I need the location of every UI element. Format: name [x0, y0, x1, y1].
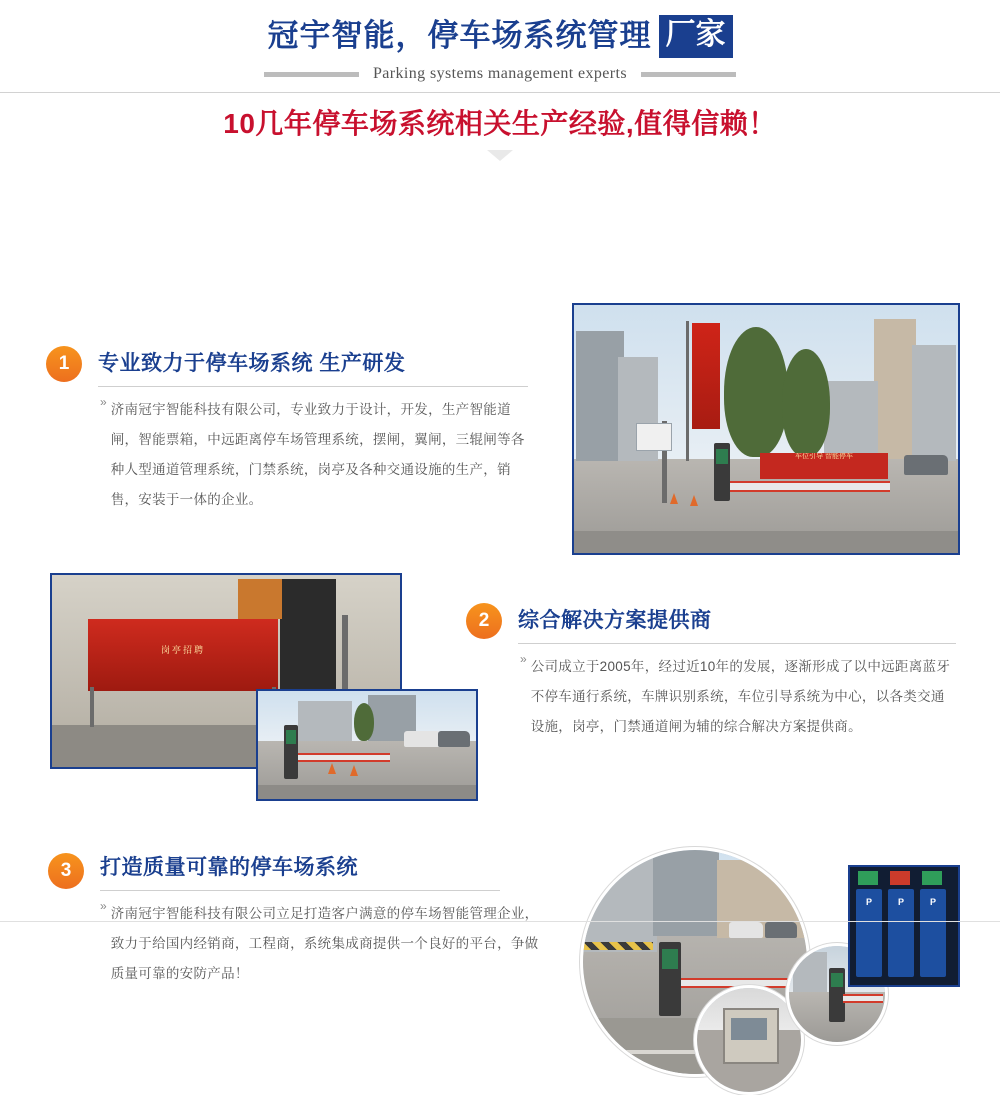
gate-kiosk-screen [286, 730, 297, 744]
parked-car-2 [438, 731, 470, 747]
bullet-icon-1: » [100, 395, 107, 409]
section-2-paragraph: 公司成立于2005年，经过近10年的发展，逐渐形成了以中远距离蓝牙不停车通行系统，车牌识别系统，车位引导系统为中心，以各类交通设施，岗亭，门禁通道闸为辅的综合解决方案提供商。 [530, 659, 951, 734]
turnstile-arm [843, 994, 883, 1003]
building-right-2 [912, 345, 956, 461]
section-3-paragraph-wrap [100, 899, 540, 989]
vertical-billboard [692, 323, 720, 429]
section-2-heading: 综合解决方案提供商 [518, 609, 712, 632]
section-3-number: 3 [48, 853, 84, 889]
section-1-paragraph-wrap [100, 395, 525, 515]
footer-divider [0, 921, 1000, 922]
subtitle-rule-right [641, 72, 736, 77]
turnstile-screen [831, 973, 843, 987]
guidance-green-indicator-2 [922, 871, 942, 885]
gate-kiosk [284, 725, 298, 779]
photo-guidance-display [848, 865, 960, 987]
bg-building-1 [298, 701, 352, 741]
wood-stack [238, 579, 282, 619]
banner-leg-left [90, 687, 94, 727]
header-divider [0, 92, 1000, 93]
section-1-paragraph: 济南冠宇智能科技有限公司，专业致力于设计，开发，生产智能道闸，智能票箱，中远距离停车场管理系统，摆闸，翼闸，三辊闸等各种人型通道管理系统，门禁系统，岗亭及各种交通设施的生产，销售，安装于一体的企业。 [110, 402, 525, 507]
building-left [576, 331, 624, 461]
page-title: 冠宇智能，停车场系统管理 [267, 18, 652, 53]
guidance-letter-2: P [897, 897, 904, 907]
car-right [904, 455, 948, 475]
lane-building-left [583, 856, 657, 952]
lane-building-mid [653, 850, 719, 936]
section-3-heading-rule [100, 890, 500, 891]
section-3-heading-wrap [100, 851, 500, 891]
photo-gate-install [256, 689, 478, 801]
info-sign [636, 423, 672, 451]
guidance-green-indicator [858, 871, 878, 885]
section-2-number: 2 [466, 603, 502, 639]
section-3-paragraph: 济南冠宇智能科技有限公司立足打造客户满意的停车场智能管理企业，致力于给国内经销商，工程商，系统集成商提供一个良好的平台，争做质量可靠的安防产品！ [110, 906, 539, 981]
lane-car-1 [729, 922, 763, 938]
subtitle-row [0, 65, 1000, 83]
bg-tree [354, 703, 374, 741]
section-2-heading-wrap [518, 604, 956, 644]
kiosk-screen [716, 449, 728, 464]
tree-center-2 [782, 349, 830, 457]
lane-car-2 [765, 922, 797, 938]
section-1-heading-wrap [98, 347, 528, 387]
parked-car-1 [404, 731, 442, 747]
traffic-cone-2 [690, 495, 698, 506]
road-strip [574, 531, 958, 553]
booth-window [731, 1018, 767, 1040]
barrier-arm [730, 481, 890, 492]
turnstile-bg-building [793, 952, 827, 992]
tree-center [724, 327, 788, 457]
cone-b [350, 765, 358, 776]
photo-guard-booth-content [697, 988, 801, 1092]
section-2-paragraph-wrap [520, 652, 955, 742]
red-banner: 车位引导 智能停车 [760, 453, 888, 479]
photo-parking-entrance [572, 303, 960, 555]
guidance-sign-3 [920, 889, 946, 977]
section-1-number: 1 [46, 346, 82, 382]
photo-gate-install-content [258, 691, 476, 799]
section-2-heading-rule [518, 643, 956, 644]
lane-kiosk [659, 942, 681, 1016]
title-row [0, 14, 1000, 58]
ticket-kiosk [714, 443, 730, 501]
bullet-icon-2: » [520, 652, 527, 666]
lane-kiosk-screen [662, 949, 679, 968]
bullet-icon-3: » [100, 899, 107, 913]
cone-a [328, 763, 336, 774]
curb-stripes-left [583, 942, 653, 950]
section-1-heading: 专业致力于停车场系统 生产研发 [98, 352, 406, 375]
building-right [874, 319, 916, 459]
section-1-heading-rule [98, 386, 528, 387]
workshop-red-banner: 岗亭招聘 [88, 619, 278, 691]
gate-barrier-arm [298, 753, 390, 762]
guidance-sign-1 [856, 889, 882, 977]
photo-parking-entrance-content [574, 305, 958, 553]
subtitle-rule-left [264, 72, 359, 77]
road-strip-2 [258, 785, 476, 799]
tagline: 10几年停车场系统相关生产经验,值得信赖！ [223, 108, 777, 139]
guidance-letter-3: P [929, 897, 936, 907]
page-header [0, 0, 1000, 161]
guidance-red-indicator [890, 871, 910, 885]
photo-guidance-display-content [850, 867, 958, 985]
building-mid [824, 381, 878, 461]
guidance-letter-1: P [865, 897, 872, 907]
billboard-pole [686, 321, 689, 461]
section-3-heading: 打造质量可靠的停车场系统 [100, 856, 358, 879]
traffic-cone-1 [670, 493, 678, 504]
subtitle-english: Parking systems management experts [373, 65, 627, 82]
guidance-sign-2 [888, 889, 914, 977]
tagline-arrow-icon [487, 150, 513, 161]
title-badge: 厂家 [659, 15, 733, 58]
